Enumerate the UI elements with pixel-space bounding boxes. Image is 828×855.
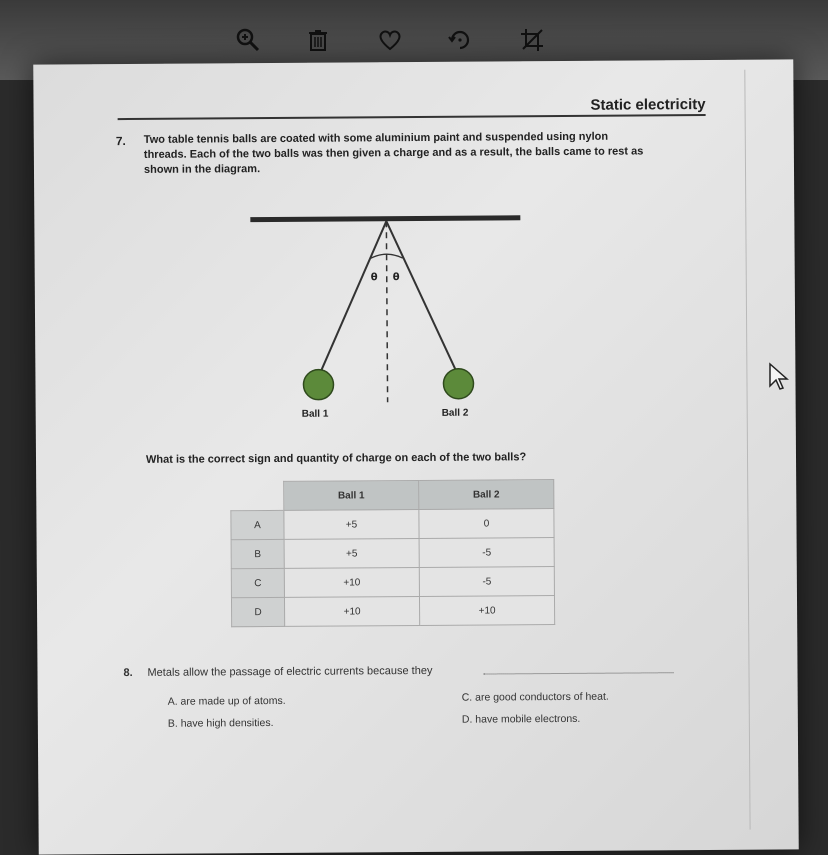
table-row: [231, 509, 554, 540]
q8-option-c: C. are good conductors of heat.: [461, 690, 609, 704]
ball-2-charge: -5: [419, 538, 554, 568]
ball-2-label: Ball 2: [441, 407, 469, 419]
crop-icon[interactable]: [514, 22, 550, 58]
q8-option-b: B. have high densities.: [167, 717, 274, 730]
thread-right: [386, 221, 457, 374]
ball-1-charge: +10: [284, 567, 419, 597]
ball-2: [443, 369, 473, 399]
vertical-dashed-line: [386, 221, 387, 402]
option-label: A: [231, 510, 284, 539]
rotate-icon[interactable]: [442, 22, 478, 58]
question-7-number: 7.: [115, 134, 126, 149]
question-7-prompt: What is the correct sign and quantity of charge on each of the two balls?: [145, 451, 527, 466]
page-margin-line: [744, 70, 750, 830]
pendulum-diagram: [224, 201, 546, 433]
q8-option-d: D. have mobile electrons.: [461, 712, 581, 726]
topic-heading: Static electricity: [590, 95, 706, 114]
trash-icon[interactable]: [300, 22, 336, 58]
option-label: C: [231, 568, 284, 597]
mouse-cursor-icon: [768, 362, 790, 392]
ball-2-charge: 0: [419, 509, 554, 539]
ball-1: [303, 370, 333, 400]
thread-left: [318, 221, 387, 374]
answer-table: [230, 479, 555, 627]
question-8-text: Metals allow the passage of electric currents because they: [147, 664, 433, 679]
answer-dotted-line: [484, 672, 674, 674]
header-ball-2: Ball 2: [419, 480, 554, 510]
option-label: D: [231, 597, 284, 626]
ball-1-charge: +5: [284, 538, 419, 568]
option-label: B: [231, 539, 284, 568]
table-row: [231, 538, 554, 569]
q8-option-a: A. are made up of atoms.: [167, 694, 286, 708]
ball-1-label: Ball 1: [301, 408, 329, 420]
heart-icon[interactable]: [372, 22, 408, 58]
table-row: [231, 567, 554, 598]
question-7-text: Two table tennis balls are coated with some aluminium paint and suspended using nylon threads. Each of the two balls was then given a charge and as a result, the balls came to rest as shown in the diagram.: [143, 130, 644, 176]
question-8-number: 8.: [123, 666, 133, 680]
header-rule: [118, 114, 706, 120]
ball-1-charge: +5: [284, 509, 419, 539]
table-row: [231, 596, 554, 627]
ball-2-charge: +10: [419, 596, 554, 626]
angle-left-label: θ: [370, 272, 378, 284]
angle-right-label: θ: [392, 272, 400, 284]
zoom-in-icon[interactable]: [230, 22, 266, 58]
ball-2-charge: -5: [419, 567, 554, 597]
ball-1-charge: +10: [284, 596, 419, 626]
worksheet-page: [33, 59, 798, 854]
header-ball-1: Ball 1: [284, 480, 419, 510]
